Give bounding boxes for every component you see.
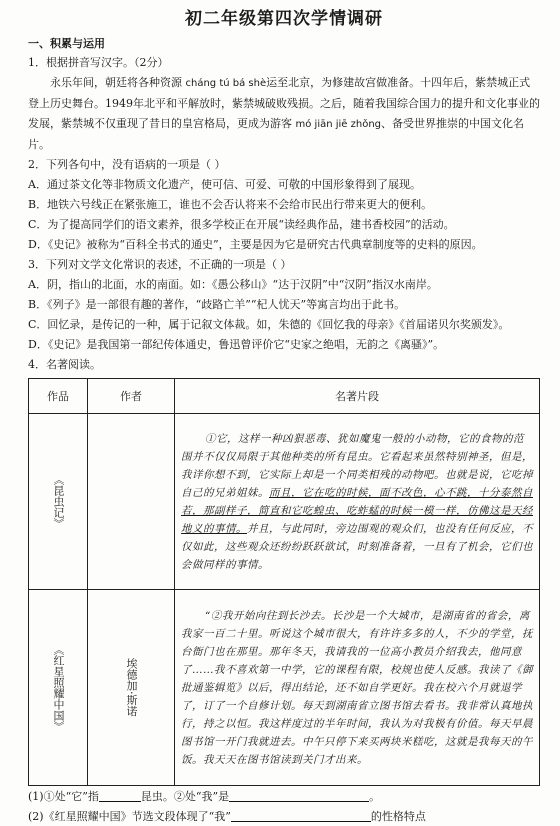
q1-text-2: 运至北京，为修建故宫做准备。十四年后，紫禁城正式登上历史舞台。1949年北平和平解放时，紫禁城破败残损。之后，随着我国综合国力的提升和文化事业的发展，紫禁城不仅重现了昔日的皇宫格局，更成为游客 [28, 76, 540, 130]
work-cell [29, 414, 88, 590]
author-cell [88, 590, 175, 786]
q4-sub2 [28, 808, 540, 826]
answer-blank[interactable] [229, 789, 369, 802]
fragment-text [181, 430, 533, 574]
header-author: 作者 [88, 379, 175, 414]
q3-head: 3．下列对文学文化常识的表述，不正确的一项是（ ） [28, 258, 292, 271]
author-name: 埃德加·斯诺 [125, 658, 138, 717]
q4-sub1 [28, 788, 540, 806]
q1-text-1: 永乐年间，朝廷将各种资源 [50, 76, 186, 89]
sub1-text-b: 昆虫。②处“我”是 [140, 790, 230, 803]
fragment-cell [175, 414, 540, 590]
q2-option-c: C．为了提高同学们的语文素养，很多学校正在开展“读经典作品，建书香校园”的活动。 [28, 218, 455, 231]
work-title: 《红星照耀中国》 [52, 643, 65, 732]
q3-option-c: C．回忆录，是传记的一种，属于记叙文体裁。如，朱德的《回忆我的母亲》《首届诺贝尔奖颁发》。 [28, 318, 510, 331]
header-work: 作品 [29, 379, 88, 414]
sub1-text-a: (1)①处“它”指 [28, 790, 99, 803]
section-heading: 一、积累与运用 [28, 37, 105, 50]
q1-pinyin-1: cháng tú bá shè [185, 78, 267, 89]
work-title: 《昆虫记》 [52, 474, 65, 529]
q1-pinyin-2: mó jiān jiē zhǒng [295, 119, 382, 130]
header-fragment: 名著片段 [175, 379, 540, 414]
answer-blank[interactable] [231, 809, 371, 822]
q2-head: 2．下列各句中，没有语病的一项是（ ） [28, 158, 226, 171]
fragment-cell [175, 590, 540, 786]
q2-option-b: B．地铁六号线正在紧张施工，谁也不会否认将来不会给市民出行带来更大的便利。 [28, 198, 433, 211]
q1-passage [28, 73, 540, 155]
sub2-text-b: 的性格特点 [370, 810, 426, 823]
q2-option-d: D．《史记》被称为“百科全书式的通史”，主要是因为它是研究古代典章制度等的史料的原因。 [28, 238, 483, 251]
table-header-row [29, 379, 540, 414]
fragment-underlined: 而且，它在吃的时候，面不改色，心不跳，十分泰然自若，那副样子，简直和它吃蝗虫、吃蚱蜢的时候一模一样，仿佛这是天经地义的事情。 [181, 486, 533, 535]
page-title: 初二年级第四次学情调研 [185, 9, 383, 29]
fragment-seg-1: ①它，这样一种凶狠恶毒、犹如魔鬼一般的小动物，它的食物的范围并不仅仅局限于其他种类的所有昆虫。它看起来虽然特别神圣，但是，我详你想不到，它实际上却是一个同类相残的动物吧。也就是说，它吃掉自己的兄弟姐妹。 [181, 432, 533, 499]
q2-option-a: A．通过茶文化等非物质文化遗产，使可信、可爱、可敬的中国形象得到了展现。 [28, 178, 421, 191]
fragment-seg-3: 并且，与此同时，旁边围观的观众们，也没有任何反应，不仅如此，这些观众还纷纷跃跃欲试，时刻准备着，一旦有了机会，它们也会做同样的事情。 [181, 522, 533, 571]
answer-blank[interactable] [99, 789, 141, 802]
q3-option-b: B．《列子》是一部很有趣的著作，“歧路亡羊”“杞人忧天”等寓言均出于此书。 [28, 298, 406, 311]
q4-head: 4．名著阅读。 [28, 358, 101, 371]
q3-option-d: D．《史记》是我国第一部纪传体通史，鲁迅曾评价它“史家之绝唱，无韵之《离骚》”。 [28, 338, 445, 351]
q3-option-a: A．阴，指山的北面，水的南面。如：《愚公移山》“达于汉阴”中“汉阴”指汉水南岸。 [28, 278, 438, 291]
sub2-text-a: (2)《红星照耀中国》节选文段体现了“我” [28, 810, 231, 823]
table-row [29, 590, 540, 786]
sub1-text-c: 。 [369, 790, 381, 803]
works-table [28, 378, 540, 786]
q1-head: 1．根据拼音写汉字。（2分） [28, 56, 169, 69]
fragment-text: “②我开始向往到长沙去。长沙是一个大城市，是湖南省的省会，离我家一百二十里。听说这个城市很大，有许许多多的人，不少的学堂，抚台衙门也在那里。那年冬天，我请我的一位高小教员介绍我去，他同意了……我不喜欢第一中学，它的课程有限，校规也使人反感。我读了《御批通鉴辑览》以后，得出结论，还不如自学更好。我在校六个月就退学了，订了一个自修计划。每天到湖南省立图书馆去看书。我非常认真地执行，持之以恒。我这样度过的半年时间，我认为对我极有价值。每天早晨图书馆一开门我就进去。中午只停下来买两块米糕吃，这就是我每天的午饭。我天天在图书馆读到关门才出来。 [181, 609, 533, 766]
q1-text-3: 、备受世界推崇的中国文化名片。 [28, 117, 525, 151]
work-cell [29, 590, 88, 786]
table-row [29, 414, 540, 590]
author-cell [88, 414, 175, 590]
